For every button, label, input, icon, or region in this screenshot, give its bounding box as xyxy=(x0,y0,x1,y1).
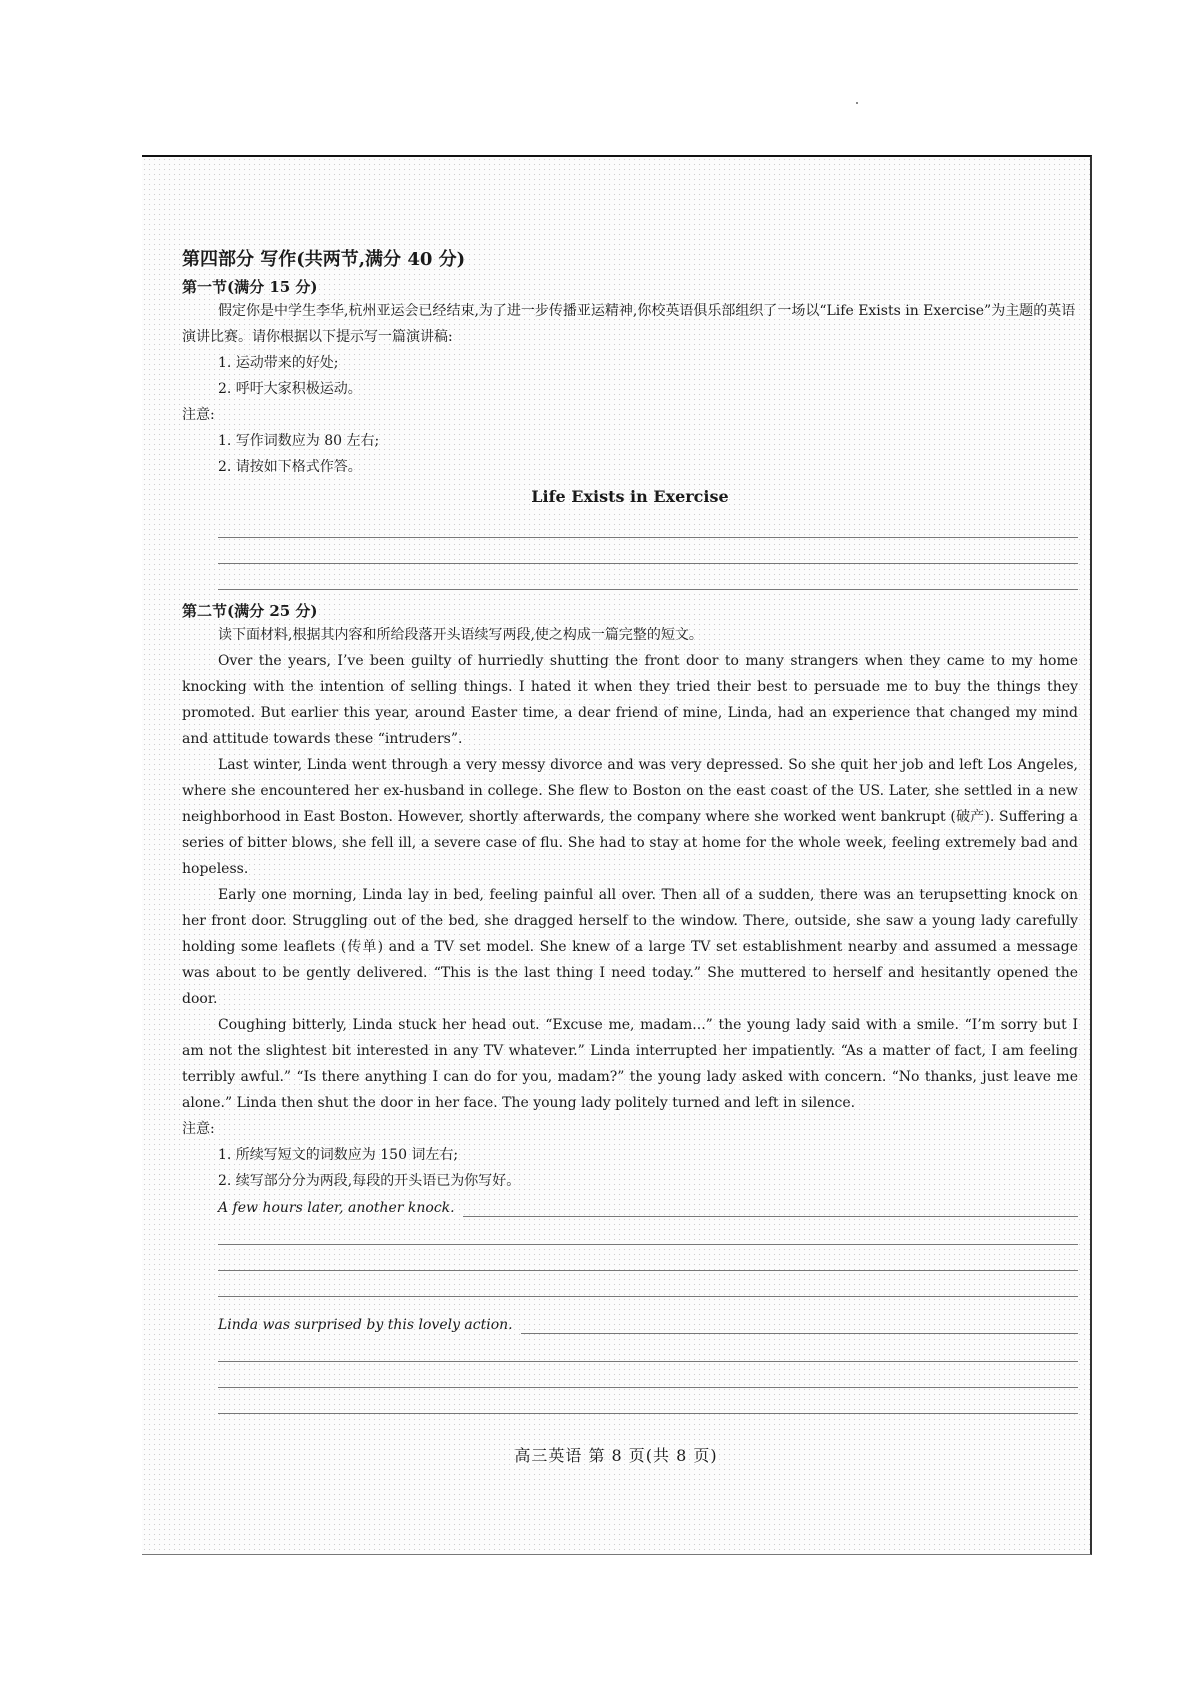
section2-instruction: 读下面材料,根据其内容和所给段落开头语续写两段,使之构成一篇完整的短文。 xyxy=(218,627,703,643)
section1-point: 2. 呼吁大家积极运动。 xyxy=(218,381,362,397)
writing-line[interactable] xyxy=(218,1362,1078,1388)
essay-title: Life Exists in Exercise xyxy=(531,487,729,506)
writing-line[interactable] xyxy=(218,1219,1078,1245)
section1-point: 1. 运动带来的好处; xyxy=(218,355,339,371)
section2-note: 2. 续写部分分为两段,每段的开头语已为你写好。 xyxy=(218,1173,521,1189)
story-paragraph: Last winter, Linda went through a very messy divorce and was very depressed. So she quit her job and left Los Angeles, where she encountered her ex-husband in college. She flew to Boston on the east coast of the US. Later, she settled in a new neighborhood in East Boston. However, shortly afterwards, the company where she worked went bankrupt (破产). Suffering a series of bitter blows, she fell ill, a severe case of flu. She had to stay at home for the whole week, feeling extremely bad and hopeless. xyxy=(182,757,1078,877)
section1-note: 2. 请按如下格式作答。 xyxy=(218,459,362,475)
scan-speck xyxy=(856,102,858,104)
story-paragraph: Over the years, I’ve been guilty of hurriedly shutting the front door to many strangers when they came to my home knocking with the intention of selling things. I hated it when they tried their best to persuade me to buy the things they promoted. But earlier this year, around Easter time, a dear friend of mine, Linda, had an experience that changed my mind and attitude towards these “intruders”. xyxy=(182,653,1078,747)
writing-line[interactable] xyxy=(218,538,1078,564)
writing-line[interactable] xyxy=(218,512,1078,538)
writing-line[interactable] xyxy=(218,564,1078,590)
section2-note: 1. 所续写短文的词数应为 150 词左右; xyxy=(218,1147,459,1163)
writing-line[interactable] xyxy=(218,1336,1078,1362)
page-footer: 高三英语 第 8 页(共 8 页) xyxy=(514,1446,718,1465)
writing-line[interactable] xyxy=(521,1332,1078,1334)
exam-page xyxy=(142,155,1092,1555)
section1-heading: 第一节(满分 15 分) xyxy=(182,278,318,296)
story-paragraph: Early one morning, Linda lay in bed, feeling painful all over. Then all of a sudden, there was an terupsetting knock on her front door. Struggling out of the bed, she dragged herself to the window. There, outside, she saw a young lady carefully holding some leaflets (传单) and a TV set model. She knew of a large TV set establishment nearby and assumed a message was about to be gently delivered. “This is the last thing I need today.” She muttered to herself and hesitantly opened the door. xyxy=(182,887,1078,1007)
section2-heading: 第二节(满分 25 分) xyxy=(182,602,318,620)
lead-sentence-1: A few hours later, another knock. xyxy=(218,1200,455,1216)
continuation-paragraph-1-start[interactable] xyxy=(182,1194,1078,1219)
story-paragraph: Coughing bitterly, Linda stuck her head out. “Excuse me, madam...” the young lady said with a smile. “I’m sorry but I am not the slightest bit interested in any TV whatever.” Linda interrupted her impatiently. “As a matter of fact, I am feeling terribly awful.” “Is there anything I can do for you, madam?” the young lady asked with concern. “No thanks, just leave me alone.” Linda then shut the door in her face. The young lady politely turned and left in silence. xyxy=(182,1017,1078,1111)
part-title: 第四部分 写作(共两节,满分 40 分) xyxy=(182,249,466,270)
page-content xyxy=(182,248,1078,1414)
section2-notes-label: 注意: xyxy=(182,1121,215,1137)
writing-line[interactable] xyxy=(463,1215,1078,1217)
writing-line[interactable] xyxy=(218,1245,1078,1271)
section1-notes-label: 注意: xyxy=(182,407,215,423)
continuation-paragraph-2-start[interactable] xyxy=(182,1311,1078,1336)
section1-prompt: 假定你是中学生李华,杭州亚运会已经结束,为了进一步传播亚运精神,你校英语俱乐部组织了一场以“Life Exists in Exercise”为主题的英语演讲比赛。请你根据以下提示写一篇演讲稿: xyxy=(182,303,1076,345)
writing-line[interactable] xyxy=(218,1271,1078,1297)
lead-sentence-2: Linda was surprised by this lovely action. xyxy=(218,1317,513,1333)
writing-line[interactable] xyxy=(218,1388,1078,1414)
section1-note: 1. 写作词数应为 80 左右; xyxy=(218,433,380,449)
